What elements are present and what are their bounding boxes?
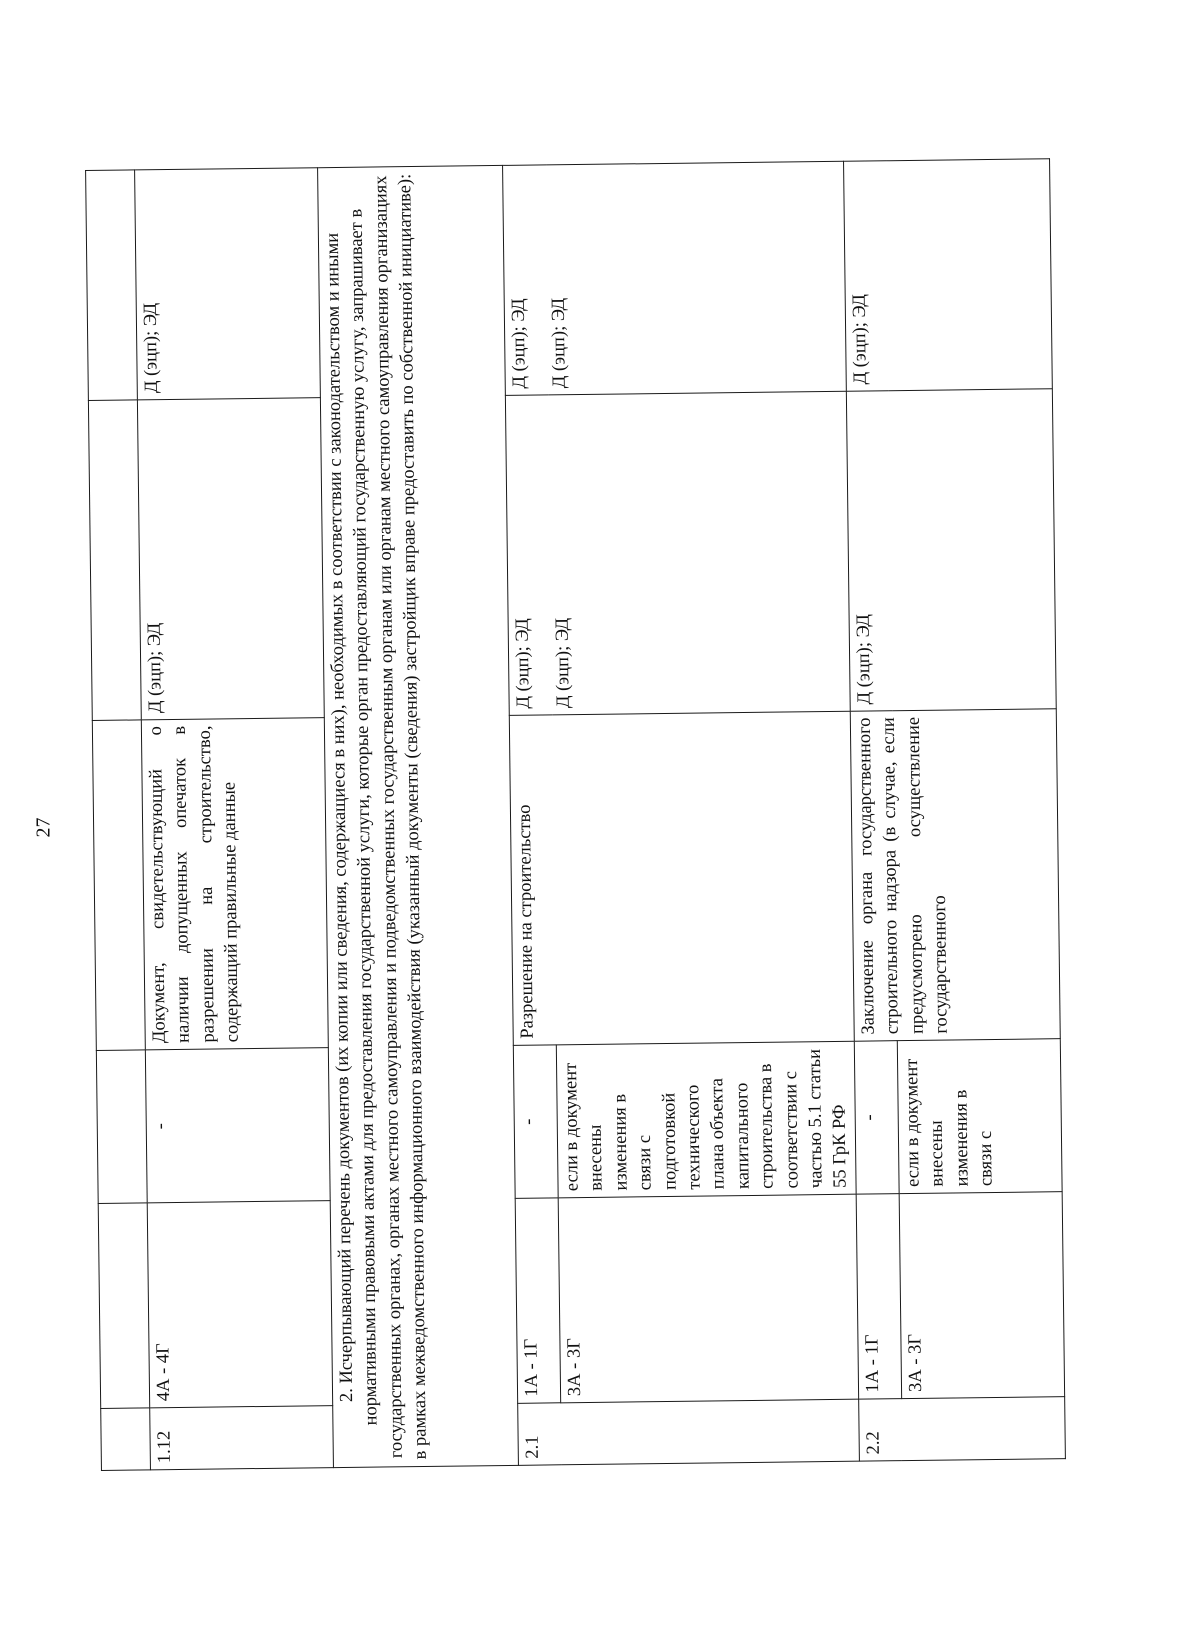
table-row-1-12 <box>135 168 334 1470</box>
row-format-b: Д (эцп); ЭД <box>135 168 321 400</box>
row-format-b: Д (эцп); ЭД <box>843 159 1052 391</box>
row-format-a: Д (эцп); ЭД <box>137 398 324 720</box>
table-cell <box>86 170 138 401</box>
row-document: Разрешение на строительство <box>509 711 854 1045</box>
table-cell <box>98 1203 150 1409</box>
row-code: 3А - 3Г <box>899 1192 1064 1399</box>
row-document: Документ, свидетельствующий о наличии допущенных опечаток в разрешении на строительство, содержащий правильные данные <box>141 718 328 1050</box>
row-condition: если в документ внесены изменения в связи с подготовкой технического плана объекта капитального строительства в соответствии с частью 5.1 статьи 55 ГрК РФ <box>556 1041 856 1198</box>
row-format-b-cell <box>503 161 847 395</box>
row-format-a-sub: Д (эцп); ЭД <box>552 617 575 709</box>
row-format-b-sub: Д (эцп); ЭД <box>549 297 571 389</box>
row-code: 3А - 3Г <box>558 1194 858 1403</box>
row-code: 1А - 1Г <box>856 1194 902 1400</box>
row-format-a: Д (эцп); ЭД <box>512 618 534 709</box>
row-condition: если в документ внесены изменения в связи с <box>897 1039 1062 1194</box>
row-code: 1А - 1Г <box>515 1198 561 1404</box>
table-cell <box>96 1050 147 1204</box>
row-code: 4А - 4Г <box>147 1201 332 1408</box>
rotated-table-wrapper <box>85 159 1081 1471</box>
row-condition: - <box>854 1041 899 1195</box>
row-condition: - <box>145 1048 330 1203</box>
row-number: 2.2 <box>859 1397 1066 1462</box>
row-condition: - <box>513 1045 558 1199</box>
row-document: Заключение органа государственного строительного надзора (в случае, если предусмотрено осуществление государственного <box>850 709 1060 1041</box>
row-format-b: Д (эцп); ЭД <box>508 298 530 389</box>
table-cell <box>88 400 141 721</box>
table-cell <box>92 720 145 1051</box>
section-2-row <box>318 165 519 1467</box>
documents-table <box>85 158 1066 1471</box>
table-cell <box>101 1408 151 1471</box>
page-number: 27 <box>32 817 55 838</box>
row-format-a: Д (эцп); ЭД <box>846 389 1056 711</box>
row-format-a-cell <box>505 391 850 715</box>
row-number: 1.12 <box>150 1406 334 1470</box>
row-number: 2.1 <box>518 1399 860 1465</box>
section-2-text: 2. Исчерпывающий перечень документов (их копии или сведения, содержащиеся в них), необходимых в соответствии с законодательством и иными нормативными правовыми актами для предоставления государственной услуги, которые орган предоставляющий государственную услугу, запрашивает в государственных органах, органах местного самоуправления и подведомственных государственным органам или органам местного самоуправления организациях в рамках межведомственного информационного взаимодействия (указанный документы (сведения) застройщик вправе предоставить по собственной инициативе): <box>318 165 519 1467</box>
